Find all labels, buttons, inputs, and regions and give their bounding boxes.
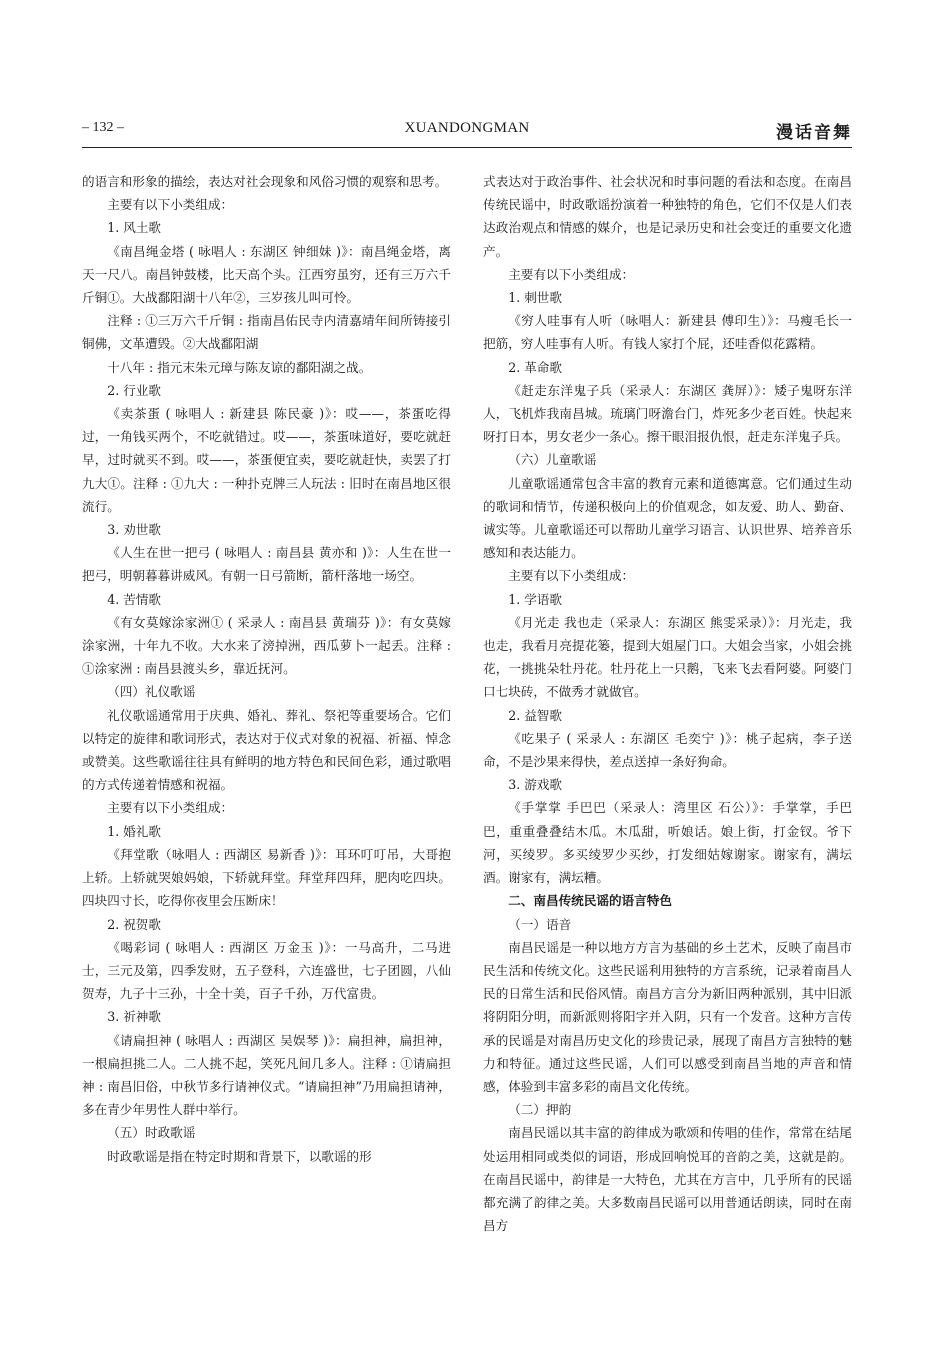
paragraph: 时政歌谣是指在特定时期和背景下，以歌谣的形 xyxy=(107,1148,372,1164)
paragraph: 《南昌绳金塔 ( 咏唱人 : 东湖区 钟细妹 )》：南昌绳金塔，离天一尺八。南昌钟鼓楼，比天高个头。江西穷虽穷，还有三万六千斤铜①。大战鄱阳湖十八年②，三岁孩儿叫可怜。 xyxy=(82,243,451,306)
column-tag: 漫话音舞 xyxy=(776,123,852,143)
paragraph: 《手掌掌 手巴巴（采录人：湾里区 石公）》：手掌掌，手巴巴，重重叠叠结木瓜。木瓜甜，听娘话。娘上街，打金钗。爷下河，买绫罗。多买绫罗少买纱，打发细姑嫁谢家。谢家有，满坛酒。谢家有，满坛糟。 xyxy=(483,800,852,886)
paragraph: 注释 : ①三万六千斤铜 : 指南昌佑民寺内清嘉靖年间所铸接引铜佛，文革遭毁。②大战鄱阳湖 xyxy=(82,313,451,352)
section-heading: 1. 婚礼歌 xyxy=(107,823,161,839)
section-heading: 2. 革命歌 xyxy=(508,359,562,375)
paragraph: 式表达对于政治事件、社会状况和时事问题的看法和态度。在南昌传统民谣中，时政歌谣扮演着一种独特的角色，它们不仅是人们表达政治观点和情感的媒介，也是记录历史和社会变迁的重要文化遗产。 xyxy=(483,174,852,259)
paragraph: 《吃果子 ( 采录人 : 东湖区 毛奕宁 )》：桃子起病，李子送命，不是沙果来得快，差点送掉一条好狗命。 xyxy=(483,730,852,770)
section-heading: 2. 益智歌 xyxy=(508,707,562,723)
left-column xyxy=(82,170,451,1168)
section-heading: 3. 祈神歌 xyxy=(107,1009,161,1025)
paragraph: 礼仪歌谣通常用于庆典、婚礼、葬礼、祭祀等重要场合。它们以特定的旋律和歌词形式，表达对于仪式对象的祝福、祈福、悼念或赞美。这些歌谣往往具有鲜明的地方特色和民间色彩，通过歌唱的方式传递着情感和祝福。 xyxy=(82,707,451,793)
paragraph: 的语言和形象的描绘，表达对社会现象和风俗习惯的观察和思考。 xyxy=(82,174,448,189)
paragraph: 《请扁担神 ( 咏唱人 : 西湖区 吴娱琴 )》：扁担神，扁担神，一根扁担挑二人。二人挑不起，笑死凡间几多人。注释 : ①请扁担神 : 南昌旧俗，中秋节多行请神仪式。“请扁担神”乃用扁担请神，多在青少年男性人群中举行。 xyxy=(82,1032,451,1118)
section-heading: 主要有以下小类组成： xyxy=(107,800,234,816)
header-rule xyxy=(82,147,852,148)
paragraph: 《喝彩词 ( 咏唱人 : 西湖区 万金玉 )》：一马高升，二马进士，三元及第，四季发财，五子登科，六连盛世，七子团圆，八仙贺寿，九子十三孙，十全十美，百子千孙，万代富贵。 xyxy=(82,939,451,1002)
paragraph: 《赶走东洋鬼子兵（采录人：东湖区 龚屏）》：矮子鬼呀东洋人，飞机炸我南昌城。琉璃门呀澹台门，炸死多少老百姓。快起来呀打日本，男女老少一条心。擦干眼泪报仇恨，赶走东洋鬼子兵。 xyxy=(483,382,852,445)
paragraph: 《穷人哇事有人听（咏唱人：新建县 傅印生）》：马瘦毛长一把筋，穷人哇事有人听。有钱人家打个屁，还哇香似花露精。 xyxy=(483,313,852,352)
section-heading: 3. 劝世歌 xyxy=(107,522,161,538)
paragraph: 《有女莫嫁涂家洲① ( 采录人 : 南昌县 黄瑞芬 )》：有女莫嫁涂家洲，十年九不收。大水来了滂掉洲，西瓜萝卜一起丢。注释 : ①涂家洲 : 南昌县渡头乡，靠近抚河。 xyxy=(82,614,451,677)
page-number: – 132 – xyxy=(82,120,124,135)
paragraph: 《卖茶蛋 ( 咏唱人 : 新建县 陈民豪 )》：哎——，茶蛋吃得过，一角钱买两个，不吃就错过。哎——，茶蛋味道好，要吃就赶早，过时就买不到。哎——，茶蛋便宜卖，要吃就赶快，卖罢了打九大①。注释 : ①九大 : 一种扑克牌三人玩法 : 旧时在南昌地区很流行。 xyxy=(82,406,451,514)
section-heading: （五）时政歌谣 xyxy=(107,1125,196,1141)
section-heading: （二）押韵 xyxy=(508,1102,572,1118)
paragraph: 《月光走 我也走（采录人：东湖区 熊雯采录）》：月光走，我也走，我看月亮提花篓，提到大姐屋门口。大姐会当家，小姐会挑花，一挑挑朵牡丹花。牡丹花上一只鹅，飞来飞去看阿婆。阿婆门口七块砖，不做秀才就做官。 xyxy=(483,614,852,700)
section-heading: 3. 游戏歌 xyxy=(508,777,562,793)
section-heading: 2. 祝贺歌 xyxy=(107,916,161,932)
section-heading: 二、南昌传统民谣的语言特色 xyxy=(508,893,672,909)
section-heading: 4. 苦情歌 xyxy=(107,591,161,607)
section-heading: （一）语音 xyxy=(508,916,572,932)
section-heading: （四）礼仪歌谣 xyxy=(107,684,196,700)
paragraph: 儿童歌谣通常包含丰富的教育元素和道德寓意。它们通过生动的歌词和情节，传递积极向上的价值观念，如友爱、助人、勤奋、诚实等。儿童歌谣还可以帮助儿童学习语言、认识世界、培养音乐感知和表达能力。 xyxy=(483,475,852,561)
section-heading: 主要有以下小类组成： xyxy=(508,266,635,282)
section-heading: 1. 学语歌 xyxy=(508,591,562,607)
paragraph: 《拜堂歌（咏唱人 : 西湖区 易新香 )》：耳环叮叮吊，大哥抱上轿。上轿就哭娘妈娘，下轿就拜堂。拜堂拜四拜，肥肉吃四块。四块四寸长，吃得你夜里会压断床！ xyxy=(82,846,451,909)
paragraph: 十八年 : 指元末朱元璋与陈友谅的鄱阳湖之战。 xyxy=(107,359,372,375)
section-heading: 1. 风土歌 xyxy=(107,220,161,236)
right-column xyxy=(483,170,852,1237)
section-heading: 主要有以下小类组成： xyxy=(508,568,635,584)
paragraph: 南昌民谣以其丰富的韵律成为歌颂和传唱的佳作，常常在结尾处运用相同或类似的词语，形成回响悦耳的音韵之美，这就是韵。在南昌民谣中，韵律是一大特色，尤其在方言中，几乎所有的民谣都充满了韵律之美。大多数南昌民谣可以用普通话朗读，同时在南昌方 xyxy=(483,1125,852,1234)
section-heading: 主要有以下小类组成： xyxy=(107,197,234,213)
running-header xyxy=(82,118,852,144)
paragraph: 南昌民谣是一种以地方方言为基础的乡土艺术，反映了南昌市民生活和传统文化。这些民谣利用独特的方言系统，记录着南昌人民的日常生活和民俗风情。南昌方言分为新旧两种派别，其中旧派将阴阳分明，而新派则将阳字并入阴，只有一个发音。这种方言传承的民谣是对南昌历史文化的珍贵记录，展现了南昌方言独特的魅力和特征。通过这些民谣，人们可以感受到南昌当地的声音和情感，体验到丰富多彩的南昌文化传统。 xyxy=(483,939,852,1094)
section-heading: 1. 刺世歌 xyxy=(508,290,562,306)
journal-title: XUANDONGMAN xyxy=(404,120,530,136)
paragraph: 《人生在世一把弓 ( 咏唱人 : 南昌县 黄亦和 )》：人生在世一把弓，明朝暮暮讲威风。有朝一日弓箭断，箭杆落地一场空。 xyxy=(82,545,451,584)
section-heading: 2. 行业歌 xyxy=(107,382,161,398)
section-heading: （六）儿童歌谣 xyxy=(508,452,597,468)
